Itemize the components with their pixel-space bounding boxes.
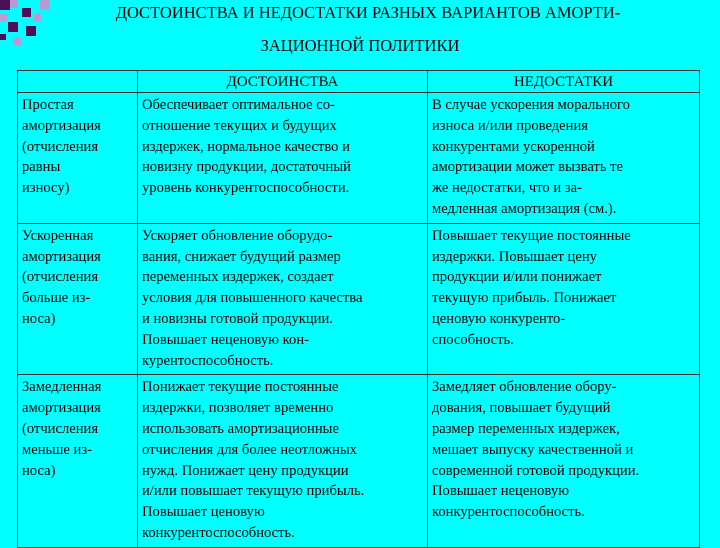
decor-square <box>0 14 7 21</box>
comparison-table <box>17 70 700 548</box>
table-row <box>18 223 700 375</box>
variant-cell <box>18 93 138 224</box>
table-row <box>18 375 700 547</box>
header-cell-advantages: ДОСТОИНСТВА <box>138 71 428 93</box>
advantages-cell <box>138 375 428 547</box>
disadvantages-cell <box>428 223 700 375</box>
decor-square <box>26 26 36 36</box>
page-title-line-2: ЗАЦИОННОЙ ПОЛИТИКИ <box>260 36 460 55</box>
table-row <box>18 93 700 224</box>
advantages-text: Обеспечивает оптимальное со- отношение текущих и будущих издержек, нормальное качество и новизну продукции, достаточный уровень конкурентоспособности. <box>142 97 351 197</box>
disadvantages-cell <box>428 375 700 547</box>
table-header-row <box>18 71 700 93</box>
disadvantages-text: Повышает текущие постоянные издержки. Повышает цену продукции и/или понижает текущую прибыль. Понижает ценовую конкуренто- способность. <box>432 227 631 348</box>
page-title-line-1: ДОСТОИНСТВА И НЕДОСТАТКИ РАЗНЫХ ВАРИАНТОВ АМОРТИ- <box>115 3 621 22</box>
header-cell-variant <box>18 71 138 93</box>
variant-text: Простая амортизация (отчисления равны износу) <box>22 97 101 197</box>
advantages-text: Понижает текущие постоянные издержки, позволяет временно использовать амортизационные отчисления для более неотложных нужд. Понижает цену продукции и/или повышает текущую прибыль. Повышает ценовую конкурентоспособность. <box>142 379 365 541</box>
header-cell-disadvantages: НЕДОСТАТКИ <box>428 71 700 93</box>
advantages-text: Ускоряет обновление оборудо- вания, снижает будущий размер переменных издержек, создает условия для повышенного качества и новизны готовой продукции. Повышает неценовую кон- курентоспособность. <box>142 227 363 369</box>
variant-cell <box>18 375 138 547</box>
variant-text: Замедленная амортизация (отчисления меньше из- носа) <box>22 379 102 479</box>
variant-text: Ускоренная амортизация (отчисления больше из- носа) <box>22 227 101 327</box>
disadvantages-text: В случае ускорения морального износа и/или проведения конкурентами ускоренной амортизации может вызвать те же недостатки, что и за- медленная амортизация (см.). <box>432 97 630 217</box>
disadvantages-cell <box>428 93 700 224</box>
advantages-cell <box>138 93 428 224</box>
disadvantages-text: Замедляет обновление обору- дования, повышает будущий размер переменных издержек, мешает выпуску качественной и современной готовой продукции. Повышает неценовую конкурентоспособность. <box>432 379 640 521</box>
variant-cell <box>18 223 138 375</box>
decor-square <box>8 22 18 32</box>
advantages-cell <box>138 223 428 375</box>
